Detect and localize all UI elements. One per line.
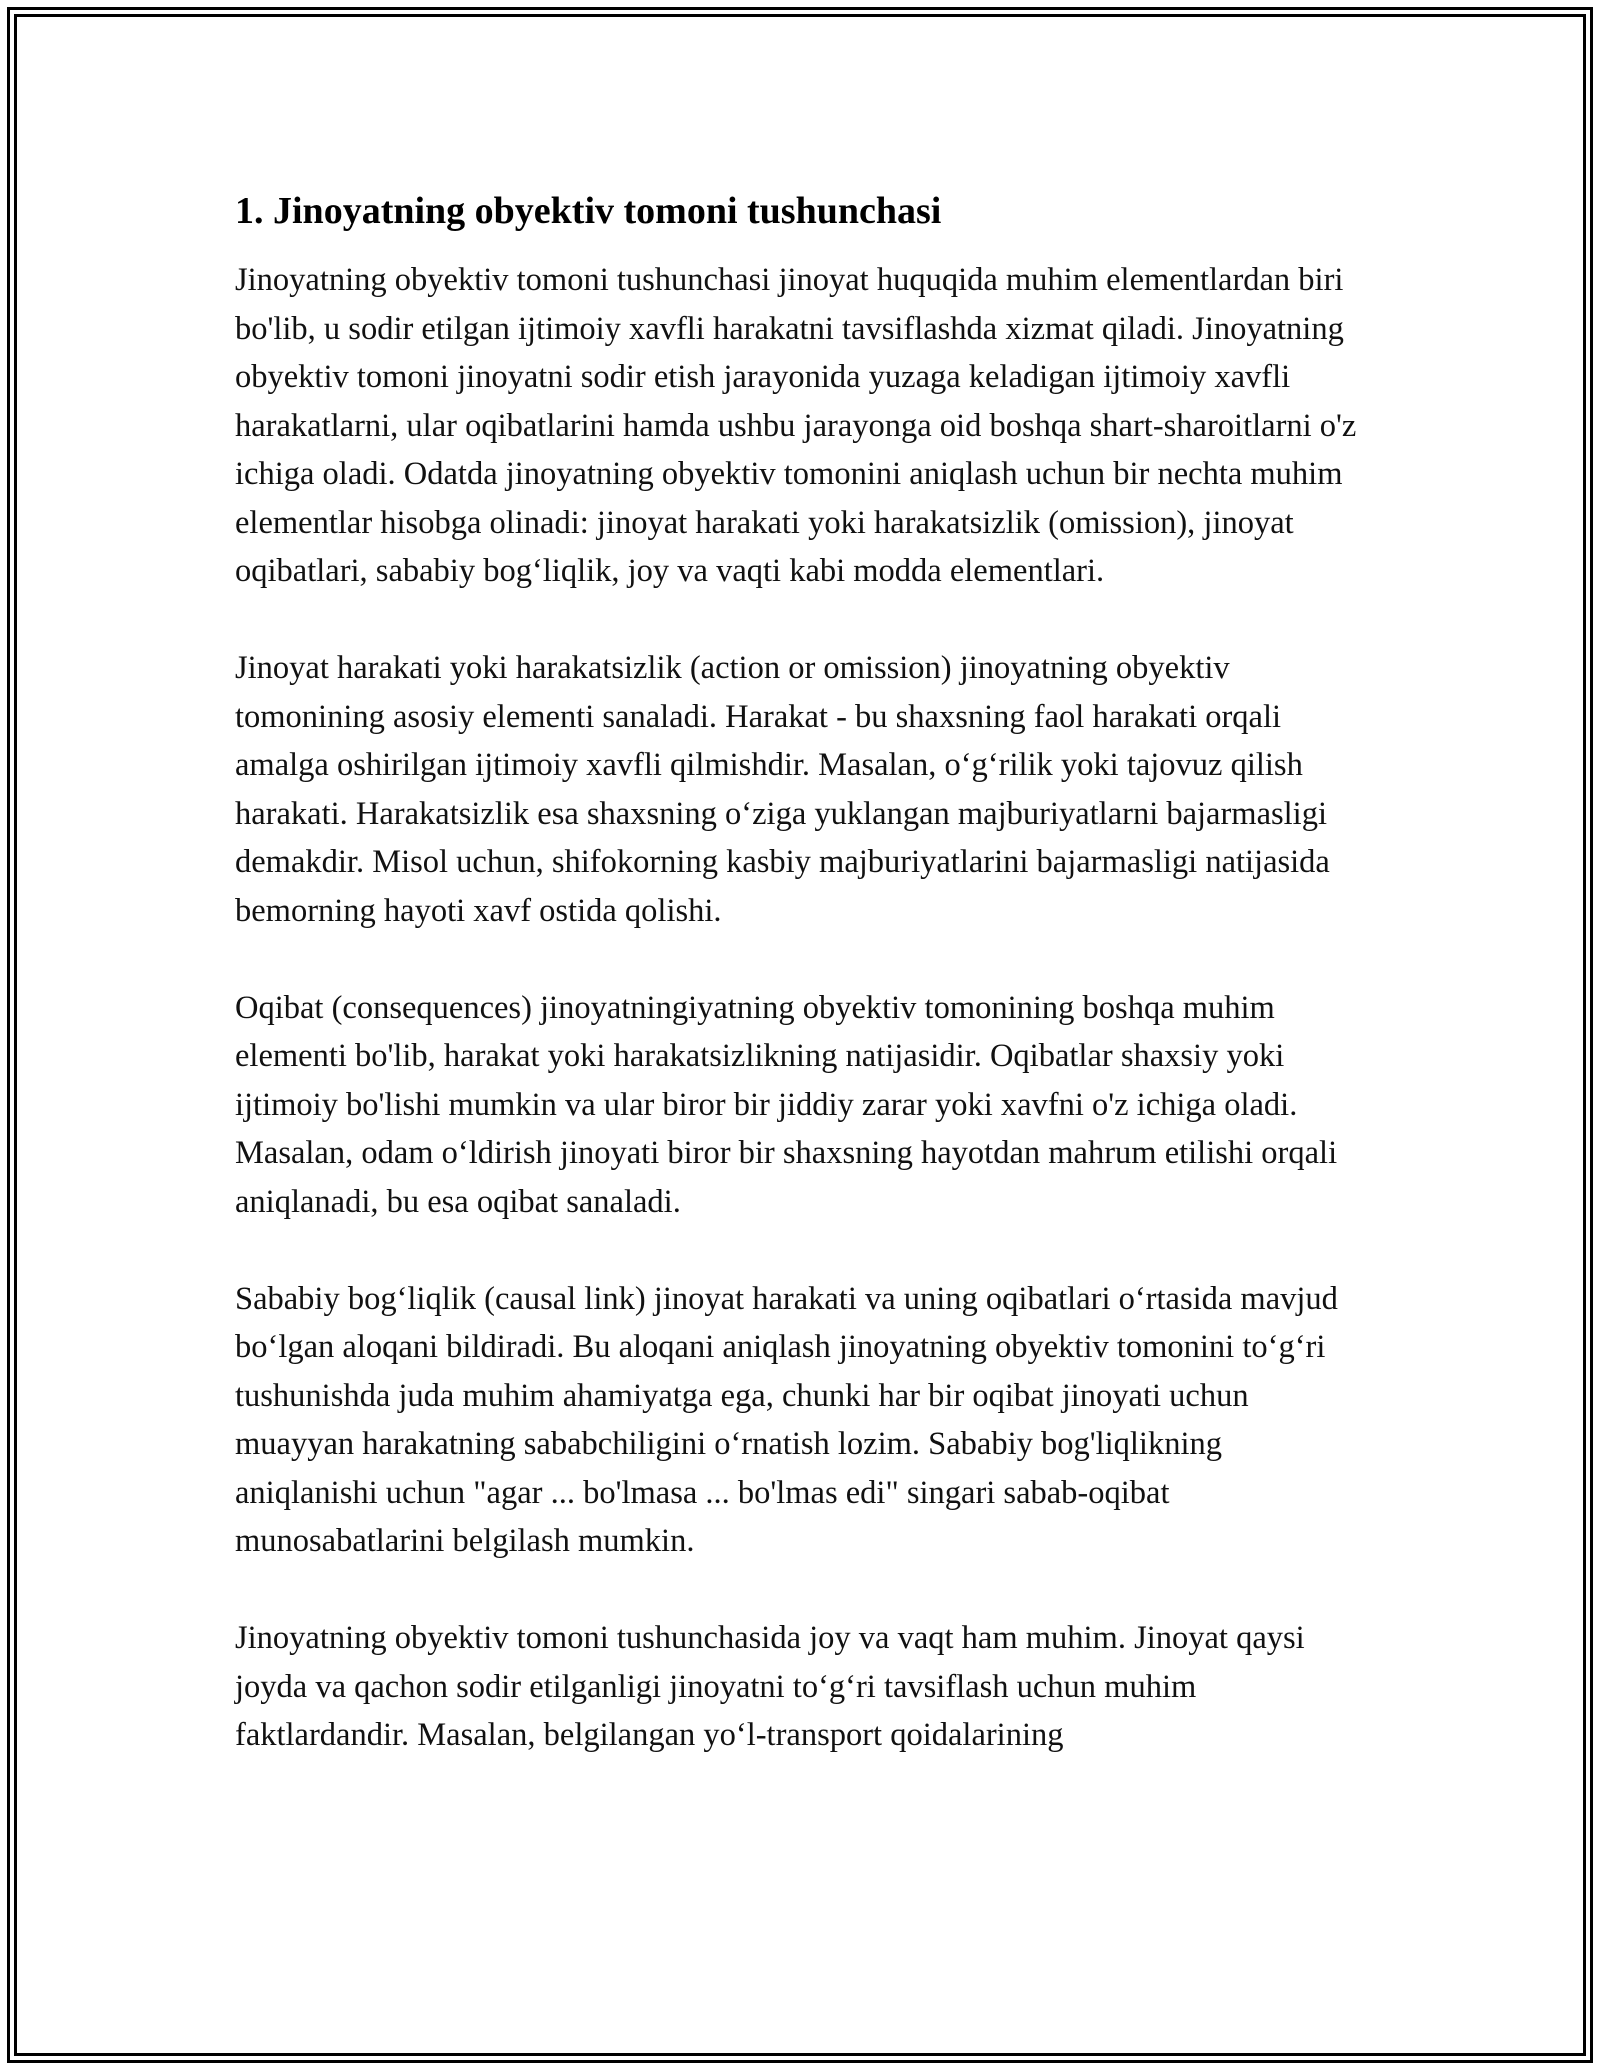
section-heading: 1. Jinoyatning obyektiv tomoni tushunchasi (235, 190, 942, 232)
document-body (235, 186, 1370, 1760)
paragraph-4: Sababiy bog‘liqlik (causal link) jinoyat harakati va uning oqibatlari o‘rtasida mavjud bo‘lgan aloqani bildiradi. Bu aloqani aniqlash jinoyatning obyektiv tomonini to‘g‘ri tushunishda juda muhim ahamiyatga ega, chunki har bir oqibat jinoyati uchun muayyan harakatning sababchiligini o‘rnatish lozim. Sababiy bog'liqlikning aniqlanishi uchun "agar ... bo'lmasa ... bo'lmas edi" singari sabab-oqibat munosabatlarini belgilash mumkin. (235, 1280, 1338, 1559)
paragraph-2: Jinoyat harakati yoki harakatsizlik (action or omission) jinoyatning obyektiv tomonining asosiy elementi sanaladi. Harakat - bu shaxsning faol harakati orqali amalga oshirilgan ijtimoiy xavfli qilmishdir. Masalan, o‘g‘rilik yoki tajovuz qilish harakati. Harakatsizlik esa shaxsning o‘ziga yuklangan majburiyatlarni bajarmasligi demakdir. Misol uchun, shifokorning kasbiy majburiyatlarini bajarmasligi natijasida bemorning hayoti xavf ostida qolishi. (235, 650, 1330, 929)
paragraph-1: Jinoyatning obyektiv tomoni tushunchasi jinoyat huquqida muhim elementlardan biri bo'lib, u sodir etilgan ijtimoiy xavfli harakatni tavsiflashda xizmat qiladi. Jinoyatning obyektiv tomoni jinoyatni sodir etish jarayonida yuzaga keladigan ijtimoiy xavfli harakatlarni, ular oqibatlarini hamda ushbu jarayonga oid boshqa shart-sharoitlarni o'z ichiga oladi. Odatda jinoyatning obyektiv tomonini aniqlash uchun bir nechta muhim elementlar hisobga olinadi: jinoyat harakati yoki harakatsizlik (omission), jinoyat oqibatlari, sababiy bog‘liqlik, joy va vaqti kabi modda elementlari. (235, 262, 1357, 589)
paragraph-3: Oqibat (consequences) jinoyatningiyatning obyektiv tomonining boshqa muhim elementi bo'lib, harakat yoki harakatsizlikning natijasidir. Oqibatlar shaxsiy yoki ijtimoiy bo'lishi mumkin va ular biror bir jiddiy zarar yoki xavfni o'z ichiga oladi. Masalan, odam o‘ldirish jinoyati biror bir shaxsning hayotdan mahrum etilishi orqali aniqlanadi, bu esa oqibat sanaladi. (235, 989, 1338, 1220)
paragraph-5: Jinoyatning obyektiv tomoni tushunchasida joy va vaqt ham muhim. Jinoyat qaysi joyda va qachon sodir etilganligi jinoyatni to‘g‘ri tavsiflash uchun muhim faktlardandir. Masalan, belgilangan yo‘l-transport qoidalarining (235, 1620, 1305, 1753)
